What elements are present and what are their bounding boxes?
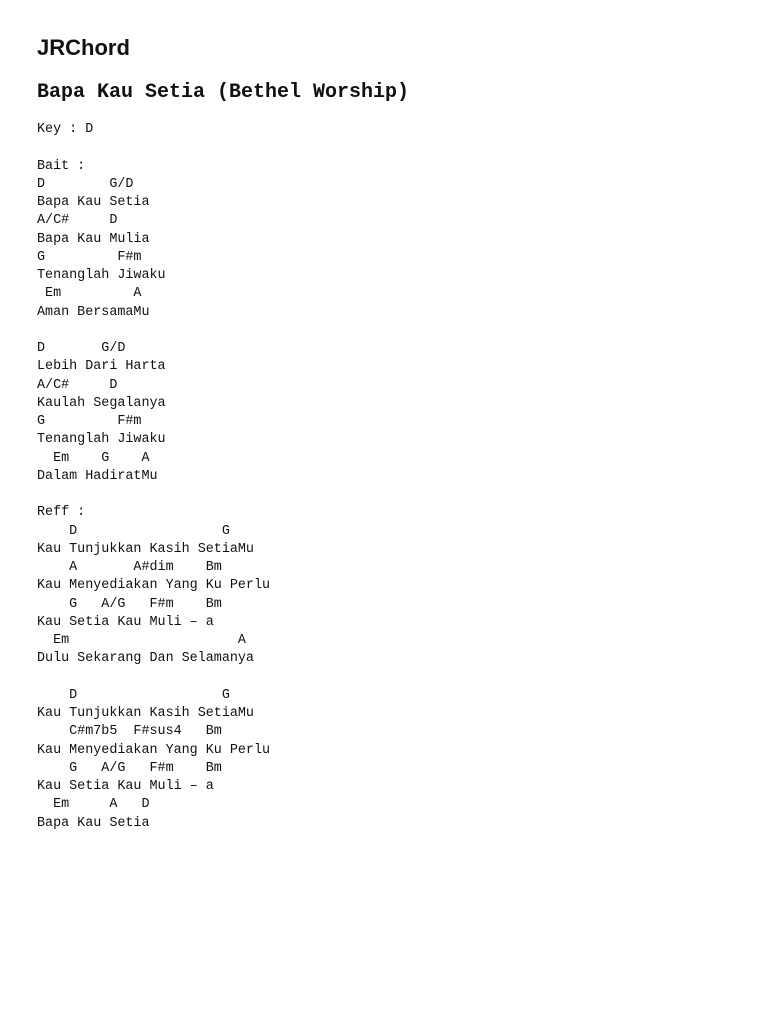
lyric-line: Dulu Sekarang Dan Selamanya [37,651,254,667]
lyric-line: Kau Setia Kau Muli – a [37,614,214,630]
chord-line: A A#dim Bm [37,560,222,575]
chord-lyrics-body [37,121,768,833]
lyric-line: Dalam HadiratMu [37,468,158,484]
site-title: JRChord [37,35,130,60]
blank-line [37,139,768,157]
blank-line [37,669,768,687]
chord-line: G F#m [37,249,142,265]
chord-sheet-page [37,34,768,833]
lyric-line: Kau Setia Kau Muli – a [37,779,214,794]
chord-line: Em A [37,286,142,302]
chord-line: D G [37,523,230,539]
chord-line: Em A D [37,797,150,813]
chord-line: G A/G F#m Bm [37,760,222,776]
chord-line: Em G A [37,450,150,466]
section-label: Bait : [37,158,86,174]
song-title: Bapa Kau Setia (Bethel Worship) [37,81,410,104]
lyric-line: Bapa Kau Setia [37,815,150,831]
lyric-line: Lebih Dari Harta [37,359,166,375]
chord-line: G A/G F#m Bm [37,596,222,612]
lyric-line: Aman BersamaMu [37,304,150,320]
lyric-line: Kau Menyediakan Yang Ku Perlu [37,578,271,594]
blank-line [37,486,768,504]
chord-line: G F#m [37,414,142,429]
blank-line [37,322,768,340]
chord-line: A/C# D [37,213,118,229]
lyric-line: Kaulah Segalanya [37,395,166,411]
lyric-line: Kau Tunjukkan Kasih SetiaMu [37,706,254,721]
chord-line: Em A [37,633,246,648]
lyric-line: Kau Menyediakan Yang Ku Perlu [37,742,271,758]
chord-line: D G/D [37,176,134,192]
chord-line: D G/D [37,341,126,356]
chord-line: C#m7b5 F#sus4 Bm [37,724,222,740]
lyric-line: Tenanglah Jiwaku [37,268,166,283]
section-label: Key : D [37,122,94,137]
section-label: Reff : [37,505,86,521]
lyric-line: Kau Tunjukkan Kasih SetiaMu [37,541,254,557]
lyric-line: Bapa Kau Mulia [37,231,150,247]
lyric-line: Tenanglah Jiwaku [37,432,166,448]
lyric-line: Bapa Kau Setia [37,195,150,210]
chord-line: D G [37,687,230,703]
chord-line: A/C# D [37,377,118,393]
